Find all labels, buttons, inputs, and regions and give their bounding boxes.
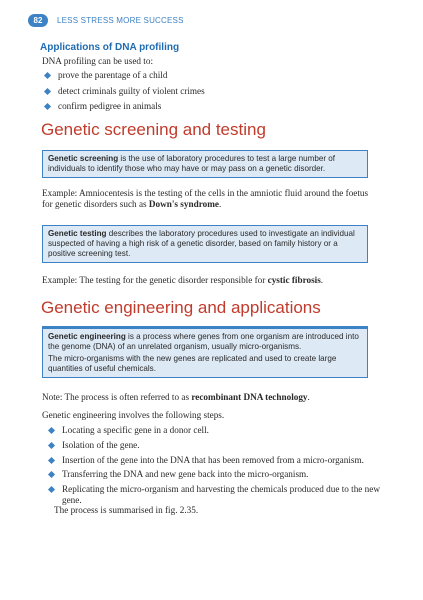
diamond-bullet-icon: [48, 486, 55, 493]
list-item: confirm pedigree in animals: [42, 101, 205, 112]
dna-profiling-heading: Applications of DNA profiling: [40, 42, 180, 53]
diamond-bullet-icon: [44, 103, 51, 110]
engineering-section-title: Genetic engineering and applications: [41, 298, 321, 317]
dna-profiling-uses-list: [42, 70, 205, 117]
running-title: LESS STRESS MORE SUCCESS: [57, 15, 184, 25]
list-item: Transferring the DNA and new gene back into the micro-organism.: [46, 469, 382, 480]
diamond-bullet-icon: [48, 457, 55, 464]
diamond-bullet-icon: [48, 471, 55, 478]
running-header: [28, 13, 184, 27]
list-item: Locating a specific gene in a donor cell.: [46, 425, 382, 436]
list-item: prove the parentage of a child: [42, 70, 205, 81]
screening-section-title: Genetic screening and testing: [41, 120, 266, 139]
list-item: Insertion of the gene into the DNA that has been removed from a micro-organism.: [46, 455, 382, 466]
genetic-screening-definition-box: Genetic screening is the use of laboratory procedures to test a large number of individuals to identify those who may have or may pass on a genetic disorder.: [42, 150, 368, 178]
genetic-testing-definition-box: Genetic testing describes the laboratory procedures used to investigate an individual suspected of having a high risk of a genetic disorder, based on family history or a positive screening test.: [42, 225, 368, 263]
genetic-engineering-definition-box: Genetic engineering is a process where genes from one organism are introduced into the genome (DNA) of an unrelated organism, usually micro-organisms. The micro-organisms with the new genes are replicated and used to create large quantities of useful chemicals.: [42, 326, 368, 378]
page-number-badge: 82: [28, 14, 48, 27]
definition-term: Genetic screening: [48, 154, 119, 163]
definition-term: Genetic engineering: [48, 332, 126, 341]
diamond-bullet-icon: [44, 72, 51, 79]
screening-example: Example: Amniocentesis is the testing of the cells in the amniotic fluid around the foetus for genetic disorders such as Down's syndrome.: [42, 188, 369, 209]
definition-term: Genetic testing: [48, 229, 107, 238]
dna-profiling-intro: DNA profiling can be used to:: [42, 56, 153, 66]
list-item: Replicating the micro-organism and harvesting the chemicals produced due to the new gene.: [46, 484, 382, 506]
engineering-steps-intro: Genetic engineering involves the following steps.: [42, 410, 225, 420]
list-item: detect criminals guilty of violent crimes: [42, 86, 205, 97]
process-summary: The process is summarised in fig. 2.35.: [54, 505, 199, 515]
diamond-bullet-icon: [48, 427, 55, 434]
diamond-bullet-icon: [48, 442, 55, 449]
engineering-steps-list: [46, 425, 382, 510]
engineering-note: Note: The process is often referred to as recombinant DNA technology.: [42, 392, 310, 402]
diamond-bullet-icon: [44, 87, 51, 94]
list-item: Isolation of the gene.: [46, 440, 382, 451]
testing-example: Example: The testing for the genetic disorder responsible for cystic fibrosis.: [42, 275, 324, 285]
